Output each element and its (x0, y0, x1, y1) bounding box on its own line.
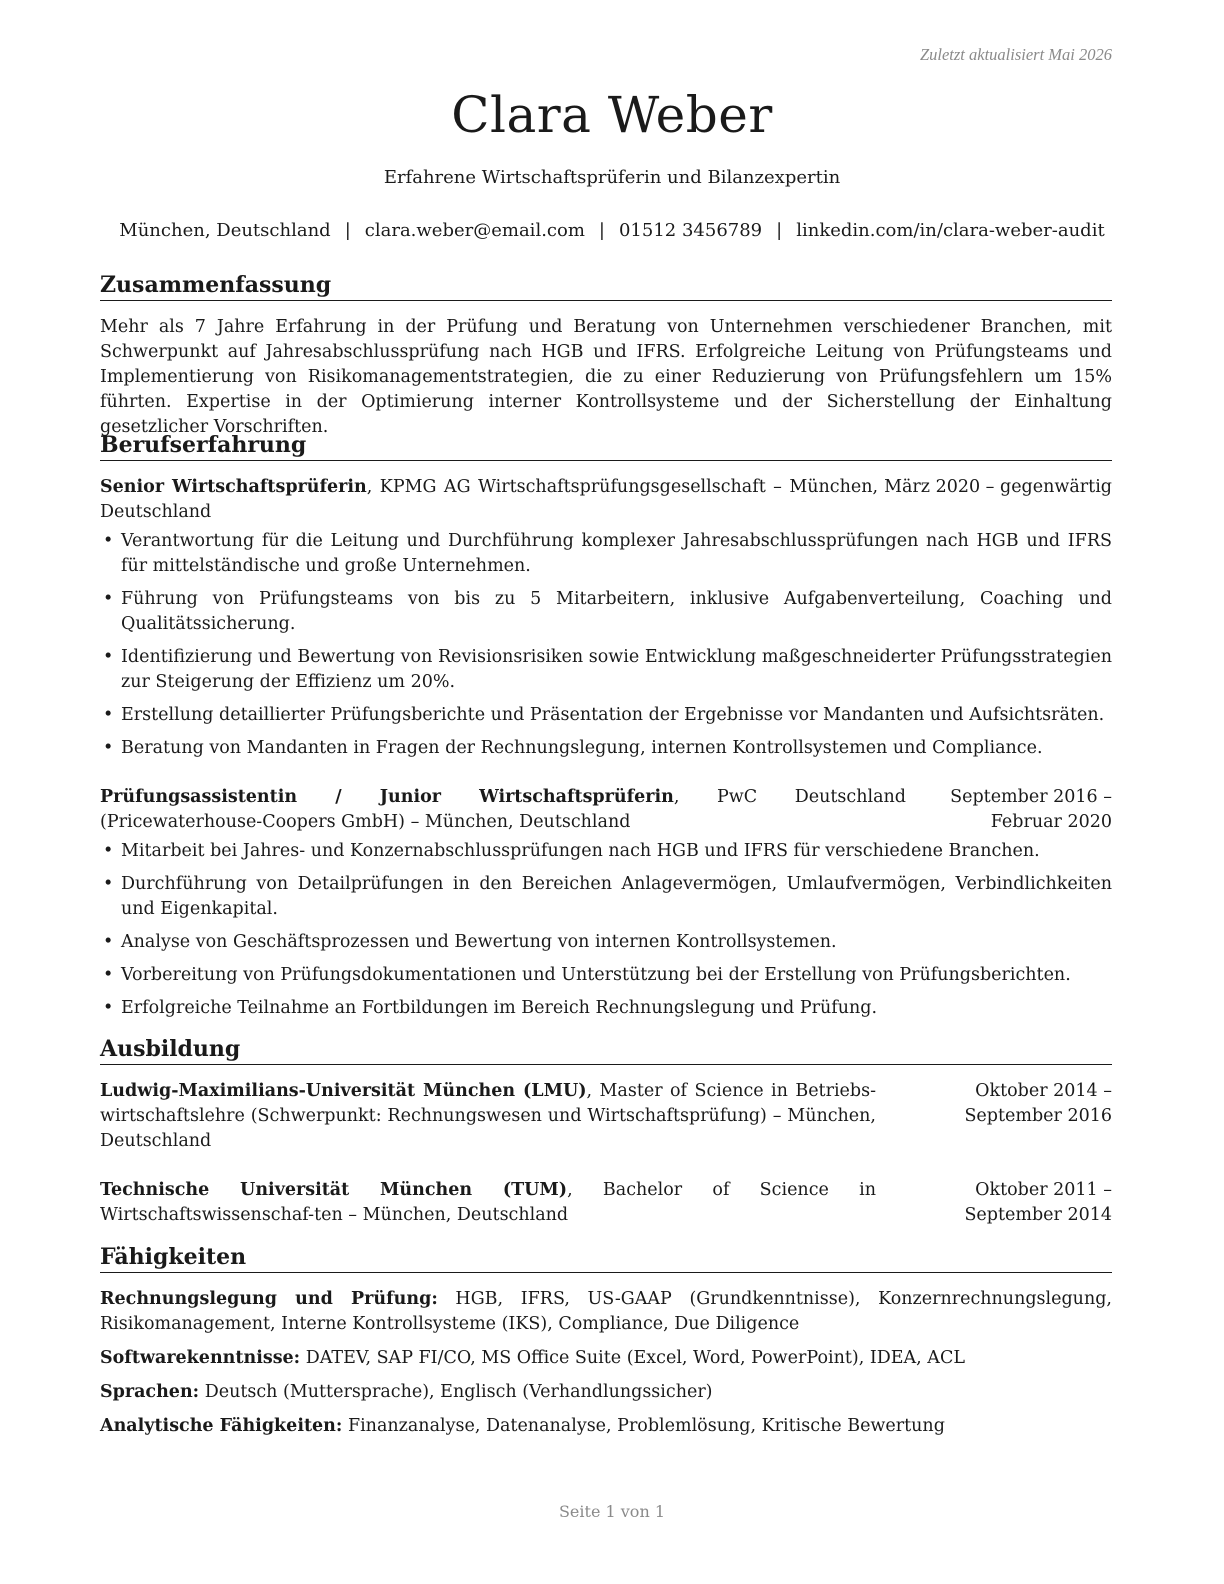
list-item: • Vorbereitung von Prüfungsdokumentationen und Unterstützung bei der Erstellung von Prüfungsberichten. (100, 963, 1112, 988)
education-entry (100, 1079, 1112, 1154)
list-item: • Verantwortung für die Leitung und Durchführung komplexer Jahresabschlussprüfungen nach HGB und IFRS für mittelständische und große Unternehmen. (100, 529, 1112, 579)
job-role: Senior Wirtschaftsprüferin (100, 477, 367, 497)
education-dates: Oktober 2014 – September 2016 (964, 1081, 1112, 1126)
skill-label: Softwarekenntnisse: (100, 1348, 301, 1368)
skill-label: Rechnungslegung und Prüfung: (100, 1289, 438, 1309)
contact-location: München, Deutschland (119, 220, 331, 241)
education-dates: Oktober 2011 – September 2014 (964, 1180, 1112, 1225)
summary-text: Mehr als 7 Jahre Erfahrung in der Prüfung und Beratung von Unternehmen verschiedener Branchen, mit Schwerpunkt auf Jahresabschlussprüfung nach HGB und IFRS. Erfolgreiche Leitung von Prüfungsteams und Implementierung von Risikomanagementstrategien, die zu einer Reduzierung von Prüfungsfehlern um 15% führten. Expertise in der Optimierung interner Kontrollsysteme und der Sicherstellung der Einhaltung gesetzlicher Vorschriften. (100, 317, 1112, 437)
job-dates: September 2016 – Februar 2020 (950, 787, 1112, 832)
job-company: , PwC Deutschland (Pricewaterhouse-Coopers GmbH) – München, Deutschland (100, 787, 906, 832)
list-item: • Erstellung detaillierter Prüfungsberichte und Präsentation der Ergebnisse vor Mandanten und Aufsichtsräten. (100, 703, 1112, 728)
education-title-line (100, 1079, 876, 1154)
section-title-skills: Fähigkeiten (100, 1243, 1112, 1273)
separator: | (776, 220, 783, 241)
skill-row (100, 1380, 1112, 1405)
school-name: Ludwig-Maximilians-Universität München (LMU) (100, 1081, 587, 1101)
contact-phone[interactable]: 01512 3456789 (618, 220, 763, 241)
degree: , Bachelor of Science in Wirtschaftswissenschaf-ten – München, Deutschland (100, 1180, 876, 1225)
list-item: • Mitarbeit bei Jahres- und Konzernabschlussprüfungen nach HGB und IFRS für verschiedene Branchen. (100, 839, 1112, 864)
list-item: • Erfolgreiche Teilnahme an Fortbildungen im Bereich Rechnungslegung und Prüfung. (100, 996, 1112, 1021)
education-section (100, 1035, 1112, 1228)
contact-linkedin[interactable]: linkedin.com/in/clara-weber-audit (796, 220, 1105, 241)
job-dates: März 2020 – gegenwärtig (884, 477, 1112, 497)
list-item: • Durchführung von Detailprüfungen in den Bereichen Anlagevermögen, Umlaufvermögen, Verbindlichkeiten und Eigenkapital. (100, 872, 1112, 922)
job-entry (100, 785, 1112, 1021)
job-title-line (100, 785, 906, 835)
skill-label: Sprachen: (100, 1382, 200, 1402)
skill-value: Deutsch (Muttersprache), Englisch (Verhandlungssicher) (199, 1382, 713, 1402)
section-title-education: Ausbildung (100, 1035, 1112, 1065)
job-company: , KPMG AG Wirtschaftsprüfungsgesellschaft – München, Deutschland (100, 477, 879, 522)
skills-section (100, 1243, 1112, 1439)
skill-label: Analytische Fähigkeiten: (100, 1416, 343, 1436)
job-entry (100, 475, 1112, 761)
separator: | (598, 220, 605, 241)
list-item: • Führung von Prüfungsteams von bis zu 5 Mitarbeitern, inklusive Aufgabenverteilung, Coaching und Qualitätssicherung. (100, 587, 1112, 637)
job-bullets (100, 839, 1112, 1021)
degree: , Master of Science in Betriebs-wirtschaftslehre (Schwerpunkt: Rechnungswesen und Wirtschaftsprüfung) – München, Deutschland (100, 1081, 876, 1151)
skill-row (100, 1346, 1112, 1371)
job-title-line (100, 475, 878, 525)
contact-email[interactable]: clara.weber@email.com (364, 220, 585, 241)
section-title-experience: Berufserfahrung (100, 431, 1112, 461)
separator: | (344, 220, 351, 241)
job-role: Prüfungsassistentin / Junior Wirtschaftsprüferin (100, 787, 674, 807)
education-entry (100, 1178, 1112, 1228)
skill-value: DATEV, SAP FI/CO, MS Office Suite (Excel, Word, PowerPoint), IDEA, ACL (300, 1348, 965, 1368)
skill-row (100, 1414, 1112, 1439)
page-number: Seite 1 von 1 (558, 1502, 666, 1521)
skill-row (100, 1287, 1112, 1337)
list-item: • Analyse von Geschäftsprozessen und Bewertung von internen Kontrollsystemen. (100, 930, 1112, 955)
school-name: Technische Universität München (TUM) (100, 1180, 568, 1200)
education-title-line (100, 1178, 876, 1228)
job-bullets (100, 529, 1112, 761)
list-item: • Identifizierung und Bewertung von Revisionsrisiken sowie Entwicklung maßgeschneiderter Prüfungsstrategien zur Steigerung der Effizienz um 20%. (100, 645, 1112, 695)
skill-value: HGB, IFRS, US-GAAP (Grundkenntnisse), Konzernrechnungslegung, Risikomanagement, Interne Kontrollsysteme (IKS), Compliance, Due Diligence (100, 1289, 1112, 1334)
skill-value: Finanzanalyse, Datenanalyse, Problemlösung, Kritische Bewertung (342, 1416, 945, 1436)
list-item: • Beratung von Mandanten in Fragen der Rechnungslegung, internen Kontrollsystemen und Compliance. (100, 736, 1112, 761)
summary-section (100, 271, 1112, 440)
candidate-name: Clara Weber (451, 86, 773, 144)
experience-section (100, 431, 1112, 1029)
tagline: Erfahrene Wirtschaftsprüferin und Bilanzexpertin (383, 167, 841, 188)
section-title-summary: Zusammenfassung (100, 271, 1112, 301)
contact-line (0, 220, 1224, 241)
last-updated: Zuletzt aktualisiert Mai 2026 (919, 45, 1112, 64)
